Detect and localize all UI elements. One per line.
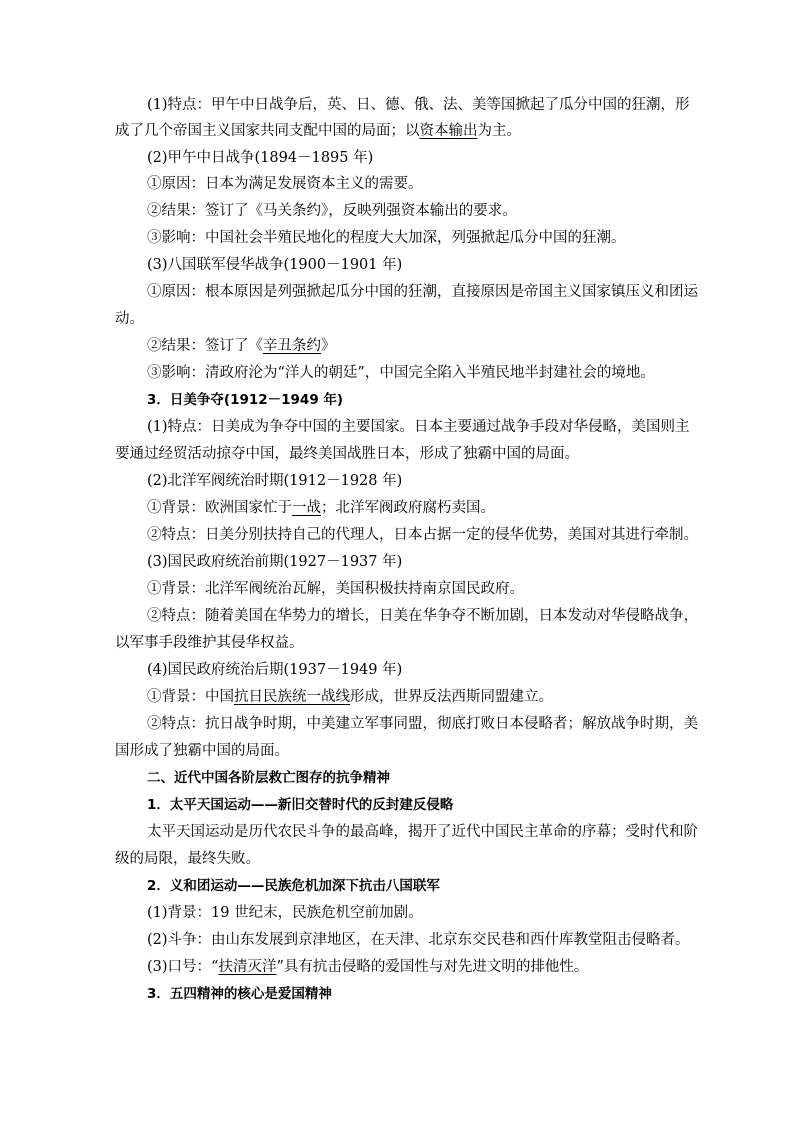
underlined-term: 一战 <box>292 500 321 516</box>
text: (4)国民政府统治后期(1937－1949 年) <box>147 662 403 678</box>
text: ①背景：欧洲国家忙于 <box>147 500 292 516</box>
section-heading <box>147 873 717 899</box>
underlined-term: 扶清灭洋 <box>218 959 277 975</box>
text: ②特点：抗日战争时期，中美建立军事同盟，彻底打败日本侵略者；解放战争时期，美 <box>147 716 698 732</box>
section-heading <box>147 792 717 818</box>
paragraph-line <box>147 603 717 629</box>
text: ②特点：日美分别扶持自己的代理人，日本占据一定的侵华优势，美国对其进行牵制。 <box>147 527 698 543</box>
paragraph-line <box>147 954 717 980</box>
paragraph-line <box>115 846 685 872</box>
paragraph-line <box>147 684 717 710</box>
paragraph-line <box>147 576 717 602</box>
text: 3．五四精神的核心是爱国精神 <box>147 986 332 1002</box>
paragraph-line <box>147 819 717 845</box>
text: 形成，世界反法西斯同盟建立。 <box>350 689 553 705</box>
paragraph-line <box>147 495 717 521</box>
subheading-line <box>147 145 717 171</box>
paragraph-line <box>115 630 685 656</box>
text: 太平天国运动是历代农民斗争的最高峰，揭开了近代中国民主革命的序幕；受时代和阶 <box>147 824 698 840</box>
paragraph-line <box>147 92 717 118</box>
paragraph-line <box>147 927 717 953</box>
text: (2)斗争：由山东发展到京津地区，在天津、北京东交民巷和西什库教堂阻击侵略者。 <box>147 932 690 948</box>
paragraph-line <box>147 171 717 197</box>
subheading-line <box>147 657 717 683</box>
text: 1．太平天国运动——新旧交替时代的反封建反侵略 <box>147 797 454 813</box>
paragraph-line <box>147 198 717 224</box>
paragraph-line <box>147 414 717 440</box>
text: 》 <box>321 338 336 354</box>
paragraph-line <box>115 738 685 764</box>
text: 国形成了独霸中国的局面。 <box>115 743 289 759</box>
subheading-line <box>147 252 717 278</box>
text: (1)背景：19 世纪末，民族危机空前加剧。 <box>147 905 423 921</box>
text: 动。 <box>115 311 144 327</box>
paragraph-line <box>115 118 685 144</box>
underlined-term: 抗日民族统一战线 <box>234 689 350 705</box>
text: ②结果：签订了《马关条约》，反映列强资本输出的要求。 <box>147 203 517 219</box>
text: 2．义和团运动——民族危机加深下抗击八国联军 <box>147 878 440 894</box>
underlined-term: 资本输出 <box>419 123 478 139</box>
text: ③影响：清政府沦为“洋人的朝廷”，中国完全陷入半殖民地半封建社会的境地。 <box>147 365 655 381</box>
text: ①原因：日本为满足发展资本主义的需要。 <box>147 176 423 192</box>
text: ①背景：北洋军阀统治瓦解，美国积极扶持南京国民政府。 <box>147 581 524 597</box>
text: 以军事手段维护其侵华权益。 <box>115 635 304 651</box>
paragraph-line <box>147 522 717 548</box>
text: 级的局限，最终失败。 <box>115 851 260 867</box>
text: 3．日美争夺(1912－1949 年) <box>147 392 344 408</box>
text: 要通过经贸活动掠夺中国，最终美国战胜日本，形成了独霸中国的局面。 <box>115 446 579 462</box>
subheading-line <box>147 468 717 494</box>
underlined-term: 辛丑条约 <box>263 338 321 354</box>
text: (2)甲午中日战争(1894－1895 年) <box>147 150 374 166</box>
text: ②结果：签订了《 <box>147 338 263 354</box>
section-heading <box>147 765 717 791</box>
text: ①原因：根本原因是列强掀起瓜分中国的狂潮，直接原因是帝国主义国家镇压义和团运 <box>147 284 698 300</box>
text: (3)国民政府统治前期(1927－1937 年) <box>147 554 403 570</box>
paragraph-line <box>115 306 685 332</box>
text: (3)口号：“ <box>147 959 219 975</box>
paragraph-line <box>147 360 717 386</box>
text: (1)特点：甲午中日战争后，英、日、德、俄、法、美等国掀起了瓜分中国的狂潮，形 <box>147 97 690 113</box>
text: 二、近代中国各阶层救亡图存的抗争精神 <box>147 770 390 786</box>
paragraph-line <box>115 441 685 467</box>
text: (2)北洋军阀统治时期(1912－1928 年) <box>147 473 403 489</box>
text: ”具有抗击侵略的爱国性与对先进文明的排他性。 <box>276 959 589 975</box>
text: ③影响：中国社会半殖民地化的程度大大加深，列强掀起瓜分中国的狂潮。 <box>147 230 626 246</box>
subheading-line <box>147 549 717 575</box>
text: ①背景：中国 <box>147 689 234 705</box>
paragraph-line <box>147 711 717 737</box>
text: (3)八国联军侵华战争(1900－1901 年) <box>147 257 403 273</box>
text: (1)特点：日美成为争夺中国的主要国家。日本主要通过战争手段对华侵略，美国则主 <box>147 419 690 435</box>
paragraph-line <box>147 900 717 926</box>
text: 成了几个帝国主义国家共同支配中国的局面；以 <box>115 123 420 139</box>
paragraph-line <box>147 279 717 305</box>
text: ②特点：随着美国在华势力的增长，日美在华争夺不断加剧，日本发动对华侵略战争， <box>147 608 698 624</box>
text: 为主。 <box>477 123 521 139</box>
paragraph-line <box>147 333 717 359</box>
section-heading <box>147 981 717 1007</box>
section-heading <box>147 387 717 413</box>
paragraph-line <box>147 225 717 251</box>
text: ；北洋军阀政府腐朽卖国。 <box>321 500 495 516</box>
